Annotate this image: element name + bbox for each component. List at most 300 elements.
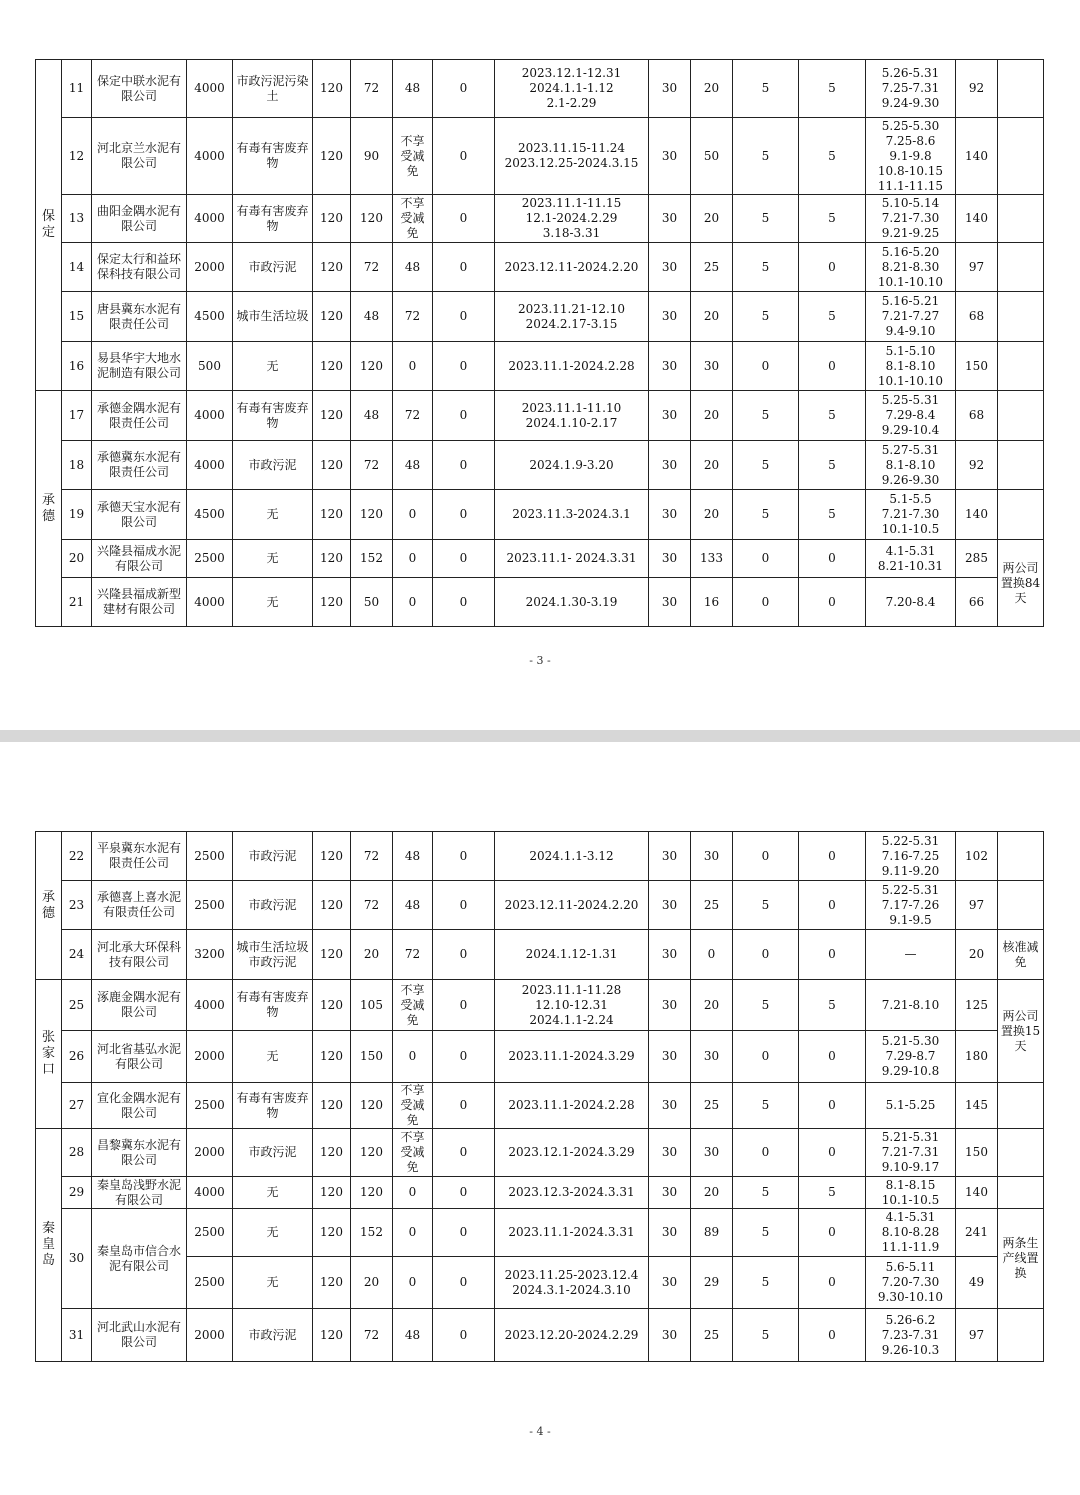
note-cell bbox=[998, 1309, 1044, 1362]
value-cell: 20 bbox=[691, 490, 733, 540]
value-cell: 89 bbox=[691, 1209, 733, 1257]
table-row bbox=[36, 930, 1044, 980]
period-cell: 4.1-5.31 8.10-8.28 11.1-11.9 bbox=[866, 1209, 956, 1257]
staggered-days-cell: 20 bbox=[351, 930, 393, 980]
period-cell: 2023.11.21-12.10 2024.2.17-3.15 bbox=[495, 292, 649, 342]
note-cell bbox=[998, 342, 1044, 391]
value-cell: 5 bbox=[733, 243, 799, 292]
value-cell: 0 bbox=[799, 1031, 866, 1083]
extra-days-cell: 0 bbox=[433, 195, 495, 243]
note-cell: 两条生产线置换 bbox=[998, 1209, 1044, 1309]
staggered-days-cell: 120 bbox=[351, 195, 393, 243]
base-days-cell: 120 bbox=[313, 881, 351, 930]
reduced-days-cell: 48 bbox=[393, 832, 433, 881]
waste-type-cell: 市政污泥 bbox=[233, 881, 313, 930]
company-name-cell: 承德天宝水泥有限公司 bbox=[92, 490, 187, 540]
capacity-cell: 500 bbox=[187, 342, 233, 391]
value-cell: 30 bbox=[649, 540, 691, 578]
note-cell bbox=[998, 292, 1044, 342]
document-page-4 bbox=[0, 742, 1080, 1495]
value-cell: 30 bbox=[649, 1031, 691, 1083]
value-cell: 30 bbox=[649, 292, 691, 342]
value-cell: 5 bbox=[799, 490, 866, 540]
reduced-days-cell: 48 bbox=[393, 441, 433, 490]
capacity-cell: 2000 bbox=[187, 1031, 233, 1083]
period-cell: 5.16-5.20 8.21-8.30 10.1-10.10 bbox=[866, 243, 956, 292]
base-days-cell: 120 bbox=[313, 540, 351, 578]
extra-days-cell: 0 bbox=[433, 540, 495, 578]
capacity-cell: 4500 bbox=[187, 490, 233, 540]
row-number-cell: 12 bbox=[62, 118, 92, 195]
reduced-days-cell: 0 bbox=[393, 1031, 433, 1083]
value-cell: 30 bbox=[649, 832, 691, 881]
table-body bbox=[36, 832, 1044, 1362]
base-days-cell: 120 bbox=[313, 243, 351, 292]
note-cell: 核准减免 bbox=[998, 930, 1044, 980]
value-cell: 25 bbox=[691, 1309, 733, 1362]
reduced-days-cell: 72 bbox=[393, 391, 433, 441]
value-cell: 30 bbox=[649, 490, 691, 540]
reduced-days-cell: 48 bbox=[393, 1309, 433, 1362]
extra-days-cell: 0 bbox=[433, 1209, 495, 1257]
table-row bbox=[36, 578, 1044, 627]
company-name-cell: 保定太行和益环保科技有限公司 bbox=[92, 243, 187, 292]
value-cell: 5 bbox=[799, 441, 866, 490]
company-name-cell: 河北京兰水泥有限公司 bbox=[92, 118, 187, 195]
base-days-cell: 120 bbox=[313, 195, 351, 243]
period-cell: 5.21-5.31 7.21-7.31 9.10-9.17 bbox=[866, 1129, 956, 1177]
value-cell: 5 bbox=[733, 1177, 799, 1209]
base-days-cell: 120 bbox=[313, 342, 351, 391]
extra-days-cell: 0 bbox=[433, 832, 495, 881]
note-cell bbox=[998, 1083, 1044, 1129]
value-cell: 0 bbox=[733, 1031, 799, 1083]
row-number-cell: 25 bbox=[62, 980, 92, 1031]
total-days-cell: 92 bbox=[956, 60, 998, 118]
reduced-days-cell: 72 bbox=[393, 930, 433, 980]
value-cell: 30 bbox=[691, 1129, 733, 1177]
staggered-days-cell: 72 bbox=[351, 441, 393, 490]
value-cell: 30 bbox=[649, 980, 691, 1031]
period-cell: 5.26-6.2 7.23-7.31 9.26-10.3 bbox=[866, 1309, 956, 1362]
value-cell: 25 bbox=[691, 1083, 733, 1129]
row-number-cell: 16 bbox=[62, 342, 92, 391]
table-row bbox=[36, 243, 1044, 292]
reduced-days-cell: 0 bbox=[393, 342, 433, 391]
extra-days-cell: 0 bbox=[433, 1309, 495, 1362]
period-cell: 2023.11.25-2023.12.4 2024.3.1-2024.3.10 bbox=[495, 1257, 649, 1309]
table-row bbox=[36, 60, 1044, 118]
period-cell: 2024.1.9-3.20 bbox=[495, 441, 649, 490]
waste-type-cell: 有毒有害废弃物 bbox=[233, 391, 313, 441]
reduced-days-cell: 48 bbox=[393, 60, 433, 118]
extra-days-cell: 0 bbox=[433, 1083, 495, 1129]
base-days-cell: 120 bbox=[313, 1031, 351, 1083]
value-cell: 30 bbox=[649, 1177, 691, 1209]
reduced-days-cell: 不享受减免 bbox=[393, 118, 433, 195]
staggered-days-cell: 150 bbox=[351, 1031, 393, 1083]
waste-type-cell: 无 bbox=[233, 490, 313, 540]
table-row bbox=[36, 540, 1044, 578]
company-name-cell: 承德金隅水泥有限责任公司 bbox=[92, 391, 187, 441]
staggered-days-cell: 50 bbox=[351, 578, 393, 627]
period-cell: 5.1-5.10 8.1-8.10 10.1-10.10 bbox=[866, 342, 956, 391]
value-cell: 30 bbox=[649, 243, 691, 292]
extra-days-cell: 0 bbox=[433, 292, 495, 342]
waste-type-cell: 城市生活垃圾 bbox=[233, 292, 313, 342]
capacity-cell: 4000 bbox=[187, 60, 233, 118]
total-days-cell: 150 bbox=[956, 1129, 998, 1177]
base-days-cell: 120 bbox=[313, 832, 351, 881]
value-cell: 5 bbox=[733, 1083, 799, 1129]
row-number-cell: 24 bbox=[62, 930, 92, 980]
value-cell: 0 bbox=[799, 930, 866, 980]
value-cell: 0 bbox=[733, 930, 799, 980]
value-cell: 5 bbox=[733, 118, 799, 195]
period-cell: 2023.11.1-2024.2.28 bbox=[495, 1083, 649, 1129]
base-days-cell: 120 bbox=[313, 1209, 351, 1257]
note-cell bbox=[998, 832, 1044, 881]
row-number-cell: 15 bbox=[62, 292, 92, 342]
capacity-cell: 2000 bbox=[187, 1309, 233, 1362]
value-cell: 50 bbox=[691, 118, 733, 195]
waste-type-cell: 有毒有害废弃物 bbox=[233, 980, 313, 1031]
value-cell: 0 bbox=[799, 243, 866, 292]
period-cell: 5.25-5.30 7.25-8.6 9.1-9.8 10.8-10.15 11.1-11.15 bbox=[866, 118, 956, 195]
row-number-cell: 14 bbox=[62, 243, 92, 292]
value-cell: 5 bbox=[799, 1177, 866, 1209]
company-name-cell: 曲阳金隅水泥有限公司 bbox=[92, 195, 187, 243]
row-number-cell: 26 bbox=[62, 1031, 92, 1083]
base-days-cell: 120 bbox=[313, 441, 351, 490]
total-days-cell: 180 bbox=[956, 1031, 998, 1083]
value-cell: 0 bbox=[733, 578, 799, 627]
capacity-cell: 4000 bbox=[187, 391, 233, 441]
staggered-days-cell: 72 bbox=[351, 60, 393, 118]
value-cell: 0 bbox=[733, 342, 799, 391]
extra-days-cell: 0 bbox=[433, 243, 495, 292]
reduced-days-cell: 0 bbox=[393, 1177, 433, 1209]
note-cell bbox=[998, 1129, 1044, 1177]
row-number-cell: 23 bbox=[62, 881, 92, 930]
period-cell: 2023.11.3-2024.3.1 bbox=[495, 490, 649, 540]
waste-type-cell: 无 bbox=[233, 1177, 313, 1209]
company-name-cell: 昌黎冀东水泥有限公司 bbox=[92, 1129, 187, 1177]
total-days-cell: 49 bbox=[956, 1257, 998, 1309]
period-cell: 2023.12.3-2024.3.31 bbox=[495, 1177, 649, 1209]
value-cell: 5 bbox=[733, 60, 799, 118]
value-cell: 29 bbox=[691, 1257, 733, 1309]
total-days-cell: 125 bbox=[956, 980, 998, 1031]
note-cell: 两公司置换84天 bbox=[998, 540, 1044, 627]
reduced-days-cell: 48 bbox=[393, 243, 433, 292]
city-cell: 承德 bbox=[36, 832, 62, 980]
period-cell: 2023.12.20-2024.2.29 bbox=[495, 1309, 649, 1362]
extra-days-cell: 0 bbox=[433, 391, 495, 441]
company-name-cell: 兴隆县福成新型建材有限公司 bbox=[92, 578, 187, 627]
row-number-cell: 22 bbox=[62, 832, 92, 881]
row-number-cell: 29 bbox=[62, 1177, 92, 1209]
total-days-cell: 97 bbox=[956, 1309, 998, 1362]
reduced-days-cell: 不享受减免 bbox=[393, 195, 433, 243]
capacity-cell: 4000 bbox=[187, 1177, 233, 1209]
period-cell: 2023.11.1-2024.2.28 bbox=[495, 342, 649, 391]
table-row bbox=[36, 832, 1044, 881]
staggered-days-cell: 120 bbox=[351, 490, 393, 540]
value-cell: 5 bbox=[799, 980, 866, 1031]
total-days-cell: 140 bbox=[956, 118, 998, 195]
extra-days-cell: 0 bbox=[433, 1129, 495, 1177]
period-cell: 5.6-5.11 7.20-7.30 9.30-10.10 bbox=[866, 1257, 956, 1309]
waste-type-cell: 无 bbox=[233, 1209, 313, 1257]
capacity-cell: 2000 bbox=[187, 1129, 233, 1177]
value-cell: 30 bbox=[649, 1257, 691, 1309]
staggered-days-cell: 20 bbox=[351, 1257, 393, 1309]
value-cell: 0 bbox=[799, 881, 866, 930]
waste-type-cell: 无 bbox=[233, 1257, 313, 1309]
value-cell: 0 bbox=[733, 1129, 799, 1177]
company-name-cell: 秦皇岛浅野水泥有限公司 bbox=[92, 1177, 187, 1209]
staggered-days-cell: 152 bbox=[351, 540, 393, 578]
period-cell: 2023.11.15-11.24 2023.12.25-2024.3.15 bbox=[495, 118, 649, 195]
value-cell: 30 bbox=[691, 342, 733, 391]
base-days-cell: 120 bbox=[313, 1309, 351, 1362]
period-cell: 5.26-5.31 7.25-7.31 9.24-9.30 bbox=[866, 60, 956, 118]
table-row bbox=[36, 1177, 1044, 1209]
note-cell bbox=[998, 1177, 1044, 1209]
extra-days-cell: 0 bbox=[433, 342, 495, 391]
value-cell: 20 bbox=[691, 292, 733, 342]
company-name-cell: 河北武山水泥有限公司 bbox=[92, 1309, 187, 1362]
staggered-days-cell: 120 bbox=[351, 1083, 393, 1129]
table-row bbox=[36, 1309, 1044, 1362]
company-name-cell: 保定中联水泥有限公司 bbox=[92, 60, 187, 118]
row-number-cell: 17 bbox=[62, 391, 92, 441]
period-cell: 2023.11.1-2024.3.29 bbox=[495, 1031, 649, 1083]
value-cell: 5 bbox=[799, 118, 866, 195]
period-cell: 2023.11.1-11.15 12.1-2024.2.29 3.18-3.31 bbox=[495, 195, 649, 243]
value-cell: 0 bbox=[799, 1309, 866, 1362]
period-cell: 2023.11.1-11.28 12.10-12.31 2024.1.1-2.24 bbox=[495, 980, 649, 1031]
value-cell: 0 bbox=[799, 1209, 866, 1257]
value-cell: 30 bbox=[649, 578, 691, 627]
table-row bbox=[36, 1257, 1044, 1309]
reduced-days-cell: 0 bbox=[393, 490, 433, 540]
total-days-cell: 102 bbox=[956, 832, 998, 881]
table-row bbox=[36, 118, 1044, 195]
value-cell: 5 bbox=[733, 292, 799, 342]
capacity-cell: 2500 bbox=[187, 1257, 233, 1309]
row-number-cell: 19 bbox=[62, 490, 92, 540]
row-number-cell: 18 bbox=[62, 441, 92, 490]
base-days-cell: 120 bbox=[313, 578, 351, 627]
waste-type-cell: 市政污泥 bbox=[233, 1309, 313, 1362]
reduced-days-cell: 0 bbox=[393, 578, 433, 627]
staggered-days-cell: 72 bbox=[351, 1309, 393, 1362]
value-cell: 5 bbox=[799, 195, 866, 243]
staggered-days-cell: 72 bbox=[351, 881, 393, 930]
note-cell bbox=[998, 60, 1044, 118]
value-cell: 0 bbox=[733, 540, 799, 578]
waste-type-cell: 有毒有害废弃物 bbox=[233, 195, 313, 243]
value-cell: 20 bbox=[691, 195, 733, 243]
period-cell: 5.21-5.30 7.29-8.7 9.29-10.8 bbox=[866, 1031, 956, 1083]
total-days-cell: 140 bbox=[956, 1177, 998, 1209]
value-cell: 133 bbox=[691, 540, 733, 578]
row-number-cell: 30 bbox=[62, 1209, 92, 1309]
period-cell: 2024.1.30-3.19 bbox=[495, 578, 649, 627]
period-cell: 5.27-5.31 8.1-8.10 9.26-9.30 bbox=[866, 441, 956, 490]
city-cell: 保定 bbox=[36, 60, 62, 391]
reduced-days-cell: 72 bbox=[393, 292, 433, 342]
period-cell: 5.22-5.31 7.16-7.25 9.11-9.20 bbox=[866, 832, 956, 881]
value-cell: 20 bbox=[691, 1177, 733, 1209]
company-name-cell: 宣化金隅水泥有限公司 bbox=[92, 1083, 187, 1129]
company-name-cell: 河北承大环保科技有限公司 bbox=[92, 930, 187, 980]
capacity-cell: 2500 bbox=[187, 1083, 233, 1129]
table-row bbox=[36, 1129, 1044, 1177]
note-cell bbox=[998, 441, 1044, 490]
total-days-cell: 97 bbox=[956, 243, 998, 292]
row-number-cell: 20 bbox=[62, 540, 92, 578]
capacity-cell: 2500 bbox=[187, 881, 233, 930]
value-cell: 30 bbox=[691, 1031, 733, 1083]
total-days-cell: 285 bbox=[956, 540, 998, 578]
total-days-cell: 68 bbox=[956, 391, 998, 441]
period-cell: 7.20-8.4 bbox=[866, 578, 956, 627]
period-cell: 2023.12.1-2024.3.29 bbox=[495, 1129, 649, 1177]
period-cell: 5.1-5.5 7.21-7.30 10.1-10.5 bbox=[866, 490, 956, 540]
value-cell: 5 bbox=[733, 1257, 799, 1309]
extra-days-cell: 0 bbox=[433, 881, 495, 930]
company-name-cell: 河北省基弘水泥有限公司 bbox=[92, 1031, 187, 1083]
extra-days-cell: 0 bbox=[433, 1257, 495, 1309]
value-cell: 30 bbox=[649, 195, 691, 243]
row-number-cell: 11 bbox=[62, 60, 92, 118]
table-row bbox=[36, 195, 1044, 243]
base-days-cell: 120 bbox=[313, 118, 351, 195]
reduced-days-cell: 不享受减免 bbox=[393, 1129, 433, 1177]
capacity-cell: 2500 bbox=[187, 540, 233, 578]
waste-type-cell: 无 bbox=[233, 1031, 313, 1083]
value-cell: 0 bbox=[799, 1083, 866, 1129]
total-days-cell: 241 bbox=[956, 1209, 998, 1257]
base-days-cell: 120 bbox=[313, 391, 351, 441]
company-name-cell: 秦皇岛市信合水泥有限公司 bbox=[92, 1209, 187, 1309]
note-cell bbox=[998, 881, 1044, 930]
company-name-cell: 唐县冀东水泥有限责任公司 bbox=[92, 292, 187, 342]
row-number-cell: 31 bbox=[62, 1309, 92, 1362]
waste-type-cell: 市政污泥 bbox=[233, 1129, 313, 1177]
table-row bbox=[36, 490, 1044, 540]
extra-days-cell: 0 bbox=[433, 578, 495, 627]
base-days-cell: 120 bbox=[313, 1083, 351, 1129]
base-days-cell: 120 bbox=[313, 292, 351, 342]
value-cell: 0 bbox=[799, 540, 866, 578]
staggered-days-cell: 48 bbox=[351, 292, 393, 342]
value-cell: 30 bbox=[649, 342, 691, 391]
staggered-days-cell: 152 bbox=[351, 1209, 393, 1257]
company-name-cell: 承德喜上喜水泥有限责任公司 bbox=[92, 881, 187, 930]
period-cell: 5.25-5.31 7.29-8.4 9.29-10.4 bbox=[866, 391, 956, 441]
note-cell bbox=[998, 490, 1044, 540]
reduced-days-cell: 48 bbox=[393, 881, 433, 930]
company-name-cell: 易县华宇大地水泥制造有限公司 bbox=[92, 342, 187, 391]
data-table bbox=[35, 59, 1044, 627]
note-cell bbox=[998, 391, 1044, 441]
value-cell: 20 bbox=[691, 441, 733, 490]
value-cell: 0 bbox=[733, 832, 799, 881]
period-cell: 5.1-5.25 bbox=[866, 1083, 956, 1129]
company-name-cell: 承德冀东水泥有限责任公司 bbox=[92, 441, 187, 490]
value-cell: 25 bbox=[691, 243, 733, 292]
company-name-cell: 平泉冀东水泥有限责任公司 bbox=[92, 832, 187, 881]
waste-type-cell: 市政污泥 bbox=[233, 243, 313, 292]
extra-days-cell: 0 bbox=[433, 441, 495, 490]
waste-type-cell: 市政污泥污染土 bbox=[233, 60, 313, 118]
extra-days-cell: 0 bbox=[433, 1031, 495, 1083]
capacity-cell: 4000 bbox=[187, 578, 233, 627]
value-cell: 5 bbox=[733, 441, 799, 490]
staggered-days-cell: 72 bbox=[351, 832, 393, 881]
value-cell: 20 bbox=[691, 391, 733, 441]
city-cell: 秦皇岛 bbox=[36, 1129, 62, 1362]
value-cell: 0 bbox=[799, 832, 866, 881]
staggered-days-cell: 120 bbox=[351, 1177, 393, 1209]
capacity-cell: 4000 bbox=[187, 441, 233, 490]
reduced-days-cell: 不享受减免 bbox=[393, 1083, 433, 1129]
page-number: - 4 - bbox=[529, 1425, 551, 1438]
capacity-cell: 4000 bbox=[187, 118, 233, 195]
reduced-days-cell: 0 bbox=[393, 1209, 433, 1257]
table-row bbox=[36, 881, 1044, 930]
page-number: - 3 - bbox=[529, 654, 551, 667]
data-table bbox=[35, 831, 1044, 1362]
staggered-days-cell: 105 bbox=[351, 980, 393, 1031]
base-days-cell: 120 bbox=[313, 60, 351, 118]
table-row bbox=[36, 342, 1044, 391]
value-cell: 20 bbox=[691, 60, 733, 118]
waste-type-cell: 有毒有害废弃物 bbox=[233, 118, 313, 195]
value-cell: 30 bbox=[691, 832, 733, 881]
capacity-cell: 2500 bbox=[187, 1209, 233, 1257]
value-cell: 30 bbox=[649, 1129, 691, 1177]
total-days-cell: 145 bbox=[956, 1083, 998, 1129]
value-cell: 20 bbox=[691, 980, 733, 1031]
table-row bbox=[36, 441, 1044, 490]
waste-type-cell: 市政污泥 bbox=[233, 441, 313, 490]
value-cell: 30 bbox=[649, 1083, 691, 1129]
value-cell: 5 bbox=[733, 1309, 799, 1362]
reduced-days-cell: 0 bbox=[393, 540, 433, 578]
period-cell: — bbox=[866, 930, 956, 980]
extra-days-cell: 0 bbox=[433, 980, 495, 1031]
capacity-cell: 4000 bbox=[187, 195, 233, 243]
table-body bbox=[36, 60, 1044, 627]
value-cell: 0 bbox=[691, 930, 733, 980]
capacity-cell: 2000 bbox=[187, 243, 233, 292]
base-days-cell: 120 bbox=[313, 1257, 351, 1309]
total-days-cell: 140 bbox=[956, 195, 998, 243]
period-cell: 2023.11.1- 2024.3.31 bbox=[495, 540, 649, 578]
value-cell: 30 bbox=[649, 1209, 691, 1257]
value-cell: 30 bbox=[649, 881, 691, 930]
waste-type-cell: 城市生活垃圾 市政污泥 bbox=[233, 930, 313, 980]
period-cell: 2023.11.1-2024.3.31 bbox=[495, 1209, 649, 1257]
row-number-cell: 28 bbox=[62, 1129, 92, 1177]
staggered-days-cell: 120 bbox=[351, 342, 393, 391]
value-cell: 30 bbox=[649, 441, 691, 490]
